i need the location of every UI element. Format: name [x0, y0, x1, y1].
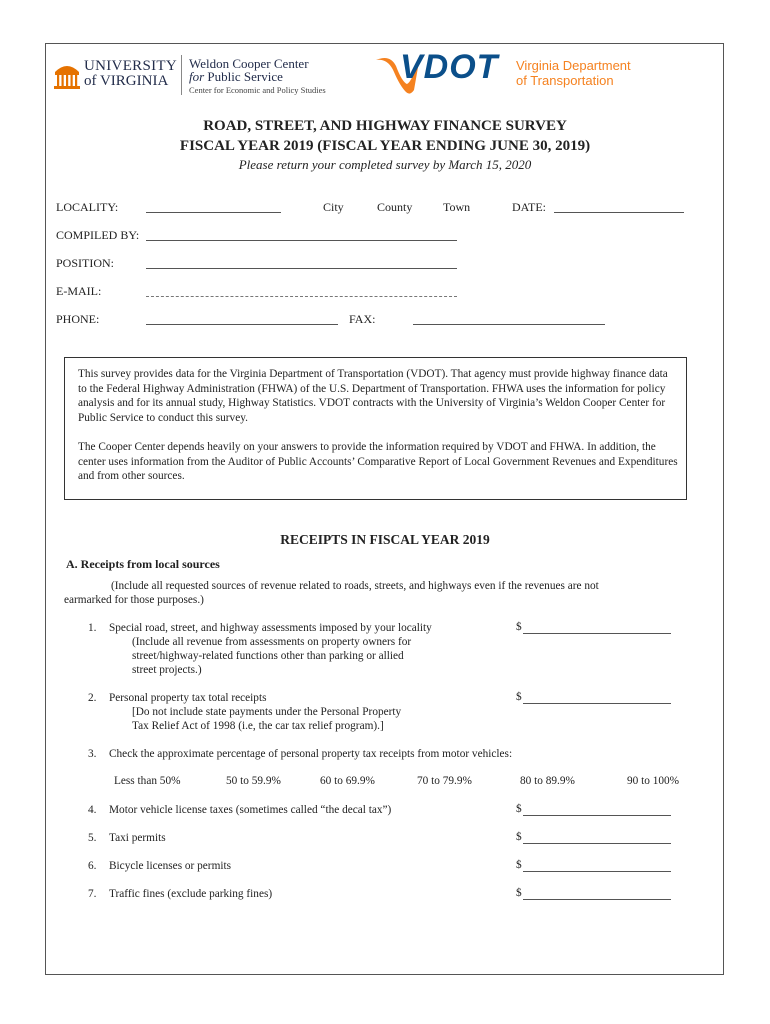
weldon-subtitle: Center for Economic and Policy Studies — [189, 85, 326, 95]
item-2-dollar: $ — [516, 691, 522, 703]
email-line — [146, 296, 457, 297]
item-5-text: Taxi permits — [109, 832, 166, 844]
item-2-text: Personal property tax total receipts — [109, 692, 267, 704]
vdot-name-line2: of Transportation — [516, 73, 614, 88]
percent-option-80-89[interactable]: 80 to 89.9% — [520, 775, 575, 787]
section-a-heading: A. Receipts from local sources — [66, 557, 220, 571]
percent-option-90-100[interactable]: 90 to 100% — [627, 775, 680, 787]
compiled-by-label: COMPILED BY: — [56, 228, 140, 242]
item-2-amount-line — [523, 703, 671, 704]
item-1-number: 1. — [88, 622, 97, 634]
item-3-number: 3. — [88, 748, 97, 760]
item-5-number: 5. — [88, 832, 97, 844]
return-deadline: Please return your completed survey by March 15, 2020 — [238, 157, 532, 172]
survey-title: ROAD, STREET, AND HIGHWAY FINANCE SURVEY — [203, 118, 567, 134]
item-1-dollar: $ — [516, 621, 522, 633]
position-label: POSITION: — [56, 256, 115, 270]
vdot-name-line1: Virginia Department — [516, 58, 631, 73]
item-4-amount-line — [523, 815, 671, 816]
weldon-for: for — [189, 69, 205, 84]
item-1-amount-line — [523, 633, 671, 634]
item-6-number: 6. — [88, 860, 97, 872]
item-7-text: Traffic fines (exclude parking fines) — [109, 888, 273, 900]
phone-label: PHONE: — [56, 312, 100, 326]
item-2-sub-2: Tax Relief Act of 1998 (i.e, the car tax relief program).] — [132, 720, 384, 732]
percent-option-50-59[interactable]: 50 to 59.9% — [226, 775, 281, 787]
vdot-wordmark: VDOT — [400, 48, 499, 86]
item-3-text: Check the approximate percentage of personal property tax receipts from motor vehicles: — [109, 748, 513, 760]
uva-name-line2: of VIRGINIA — [84, 73, 169, 89]
uva-logo — [54, 58, 178, 92]
rotunda-icon — [54, 60, 80, 90]
item-1-text: Special road, street, and highway assessments imposed by your locality — [109, 622, 432, 634]
item-1-sub-1: (Include all revenue from assessments on property owners for — [132, 636, 412, 648]
info-paragraph-1: This survey provides data for the Virginia Department of Transportation (VDOT). That agency must provide highway finance data to the Federal Highway Administration (FHWA) of the U.S. Department of Transportation. FHWA uses the information for policy analysis and for its annual study, Highway Statistics. VDOT contracts with the University of Virginia’s Weldon Cooper Center for Public Service to conduct this survey. — [78, 368, 668, 424]
item-4-number: 4. — [88, 804, 97, 816]
locality-line — [146, 212, 281, 213]
item-6-text: Bicycle licenses or permits — [109, 860, 232, 872]
item-5-dollar: $ — [516, 831, 522, 843]
item-1-sub-3: street projects.) — [132, 664, 202, 676]
item-1-sub-2: street/highway-related functions other than parking or allied — [132, 650, 404, 662]
fiscal-year-title: FISCAL YEAR 2019 (FISCAL YEAR ENDING JUNE 30, 2019) — [179, 138, 591, 154]
percent-option-70-79[interactable]: 70 to 79.9% — [417, 775, 472, 787]
weldon-line2: Public Service — [207, 69, 283, 84]
town-option[interactable]: Town — [443, 200, 471, 214]
county-option[interactable]: County — [377, 200, 413, 214]
locality-label: LOCALITY: — [56, 200, 119, 214]
weldon-cooper-logo — [189, 56, 359, 96]
info-box — [64, 357, 687, 500]
item-7-amount-line — [523, 899, 671, 900]
weldon-line1: Weldon Cooper Center — [189, 56, 309, 71]
receipts-heading: RECEIPTS IN FISCAL YEAR 2019 — [280, 532, 490, 547]
item-2-sub-1: [Do not include state payments under the Personal Property — [132, 706, 402, 718]
weldon-line2-wrap — [189, 69, 283, 85]
date-label: DATE: — [512, 200, 546, 214]
fax-label: FAX: — [349, 312, 376, 326]
fax-line — [413, 324, 605, 325]
info-paragraph-2: The Cooper Center depends heavily on your answers to provide the information required by VDOT and FHWA. In addition, the center uses information from the Auditor of Public Accounts’ Comparative Report of Local Government Revenues and Expenditures and from other sources. — [78, 441, 678, 482]
phone-line — [146, 324, 338, 325]
item-6-dollar: $ — [516, 859, 522, 871]
item-7-number: 7. — [88, 888, 97, 900]
item-5-amount-line — [523, 843, 671, 844]
percent-option-60-69[interactable]: 60 to 69.9% — [320, 775, 375, 787]
item-6-amount-line — [523, 871, 671, 872]
vdot-logo — [374, 48, 644, 98]
position-line — [146, 268, 457, 269]
email-label: E-MAIL: — [56, 284, 102, 298]
section-a-intro-2: earmarked for those purposes.) — [64, 594, 204, 606]
percent-option-lt50[interactable]: Less than 50% — [114, 775, 181, 787]
item-4-dollar: $ — [516, 803, 522, 815]
compiled-by-line — [146, 240, 457, 241]
item-7-dollar: $ — [516, 887, 522, 899]
uva-name-line1: UNIVERSITY — [84, 58, 177, 74]
item-4-text: Motor vehicle license taxes (sometimes called “the decal tax”) — [109, 804, 392, 816]
section-a-intro-1: (Include all requested sources of revenue related to roads, streets, and highways even if the revenues are not — [111, 580, 599, 592]
date-line — [554, 212, 684, 213]
header-divider — [181, 55, 182, 95]
city-option[interactable]: City — [323, 200, 344, 214]
item-2-number: 2. — [88, 692, 97, 704]
